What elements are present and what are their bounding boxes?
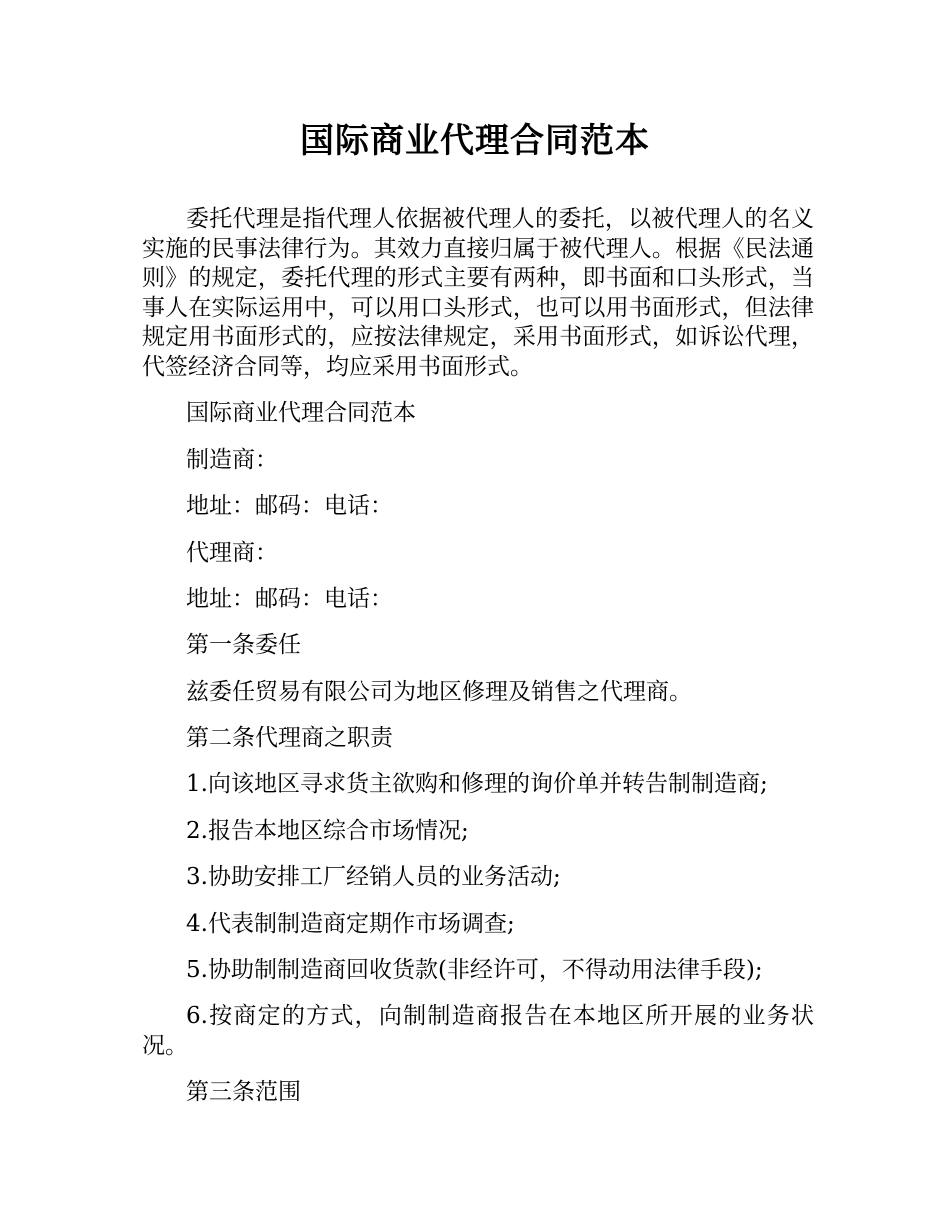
article-3-heading: 第三条范围 [186, 1079, 301, 1106]
article-1-body: 兹委任贸易有限公司为地区修理及销售之代理商。 [186, 678, 692, 705]
paragraph-manufacturer-address: 地址：邮码：电话： [186, 493, 393, 520]
paragraph-agent-address: 地址：邮码：电话： [186, 585, 393, 612]
duty-item-6: 6.按商定的方式，向制制造商报告在本地区所开展的业务状况。 [142, 1003, 814, 1060]
paragraph-agent: 代理商： [186, 539, 278, 566]
document-body [142, 205, 814, 1108]
duty-item-2: 2.报告本地区综合市场情况; [186, 817, 469, 844]
intro-paragraph: 委托代理是指代理人依据被代理人的委托，以被代理人的名义实施的民事法律行为。其效力直接归属于被代理人。根据《民法通则》的规定，委托代理的形式主要有两种，即书面和口头形式，当事人在实际运用中，可以用口头形式，也可以用书面形式，但法律规定用书面形式的，应按法律规定，采用书面形式，如诉讼代理，代签经济合同等，均应采用书面形式。 [142, 206, 814, 380]
duty-item-1: 1.向该地区寻求货主欲购和修理的询价单并转告制制造商; [186, 771, 768, 798]
duty-item-5: 5.协助制制造商回收货款(非经许可，不得动用法律手段); [186, 957, 763, 984]
duty-item-3: 3.协助安排工厂经销人员的业务活动; [186, 864, 561, 891]
article-2-heading: 第二条代理商之职责 [186, 725, 393, 752]
article-1-heading: 第一条委任 [186, 632, 301, 659]
paragraph-manufacturer: 制造商： [186, 446, 278, 473]
document-title: 国际商业代理合同范本 [300, 121, 650, 161]
paragraph-contract-title: 国际商业代理合同范本 [186, 400, 416, 427]
duty-item-4: 4.代表制制造商定期作市场调查; [186, 910, 515, 937]
